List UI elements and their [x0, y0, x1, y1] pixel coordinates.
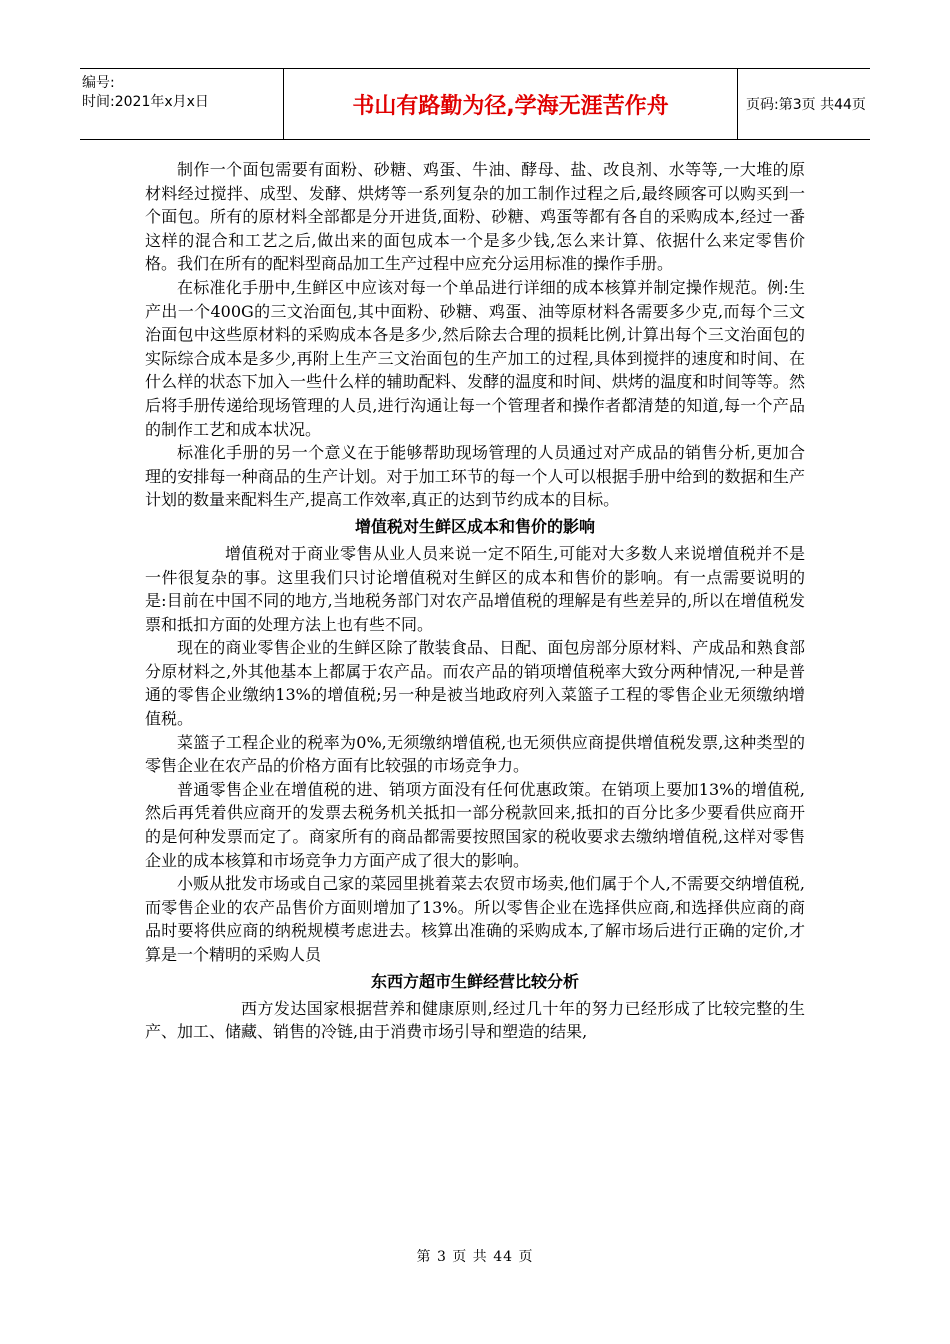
document-date-label: 时间:2021年x月x日	[82, 94, 209, 110]
paragraph: 小贩从批发市场或自己家的菜园里挑着菜去农贸市场卖,他们属于个人,不需要交纳增值税,而零售企业的农产品售价方面则增加了13%。所以零售企业在选择供应商,和选择供应商的商品时要将供应商的纳税规模考虑进去。核算出准确的采购成本,了解市场后进行正确的定价,才算是一个精明的采购人员	[145, 874, 805, 964]
section-heading-vat: 增值税对生鲜区成本和售价的影响	[354, 516, 595, 536]
page-footer: 第 3 页 共 44 页	[416, 1249, 534, 1265]
header-page-info: 页码:第3页 共44页	[746, 97, 866, 113]
page-header	[80, 68, 870, 140]
paragraph: 菜篮子工程企业的税率为0%,无须缴纳增值税,也无须供应商提供增值税发票,这种类型的零售企业在农产品的价格方面有比较强的市场竞争力。	[145, 732, 805, 776]
paragraph: 西方发达国家根据营养和健康原则,经过几十年的努力已经形成了比较完整的生产、加工、储藏、销售的冷链,由于消费市场引导和塑造的结果,	[145, 998, 805, 1042]
paragraph: 现在的商业零售企业的生鲜区除了散装食品、日配、面包房部分原材料、产成品和熟食部分原材料之,外其他基本上都属于农产品。而农产品的销项增值税率大致分两种情况,一种是普通的零售企业缴纳13%的增值税;另一种是被当地政府列入菜篮子工程的零售企业无须缴纳增值税。	[145, 638, 805, 729]
header-motto: 书山有路勤为径,学海无涯苦作舟	[284, 69, 738, 139]
paragraph: 标准化手册的另一个意义在于能够帮助现场管理的人员通过对产成品的销售分析,更加合理的安排每一种商品的生产计划。对于加工环节的每一个人可以根据手册中给到的数据和生产计划的数量来配料生产,提高工作效率,真正的达到节约成本的目标。	[145, 443, 805, 510]
paragraph: 制作一个面包需要有面粉、砂糖、鸡蛋、牛油、酵母、盐、改良剂、水等等,一大堆的原材料经过搅拌、成型、发酵、烘烤等一系列复杂的加工制作过程之后,最终顾客可以购买到一个面包。所有的原材料全部都是分开进货,面粉、砂糖、鸡蛋等都有各自的采购成本,经过一番这样的混合和工艺之后,做出来的面包成本一个是多少钱,怎么来计算、依据什么来定零售价格。我们在所有的配料型商品加工生产过程中应充分运用标准的操作手册。	[145, 160, 805, 274]
section-heading-comparison: 东西方超市生鲜经营比较分析	[370, 971, 579, 991]
paragraph: 在标准化手册中,生鲜区中应该对每一个单品进行详细的成本核算并制定操作规范。例:生产出一个400G的三文治面包,其中面粉、砂糖、鸡蛋、油等原材料各需要多少克,而每个三文治面包中这些原材料的采购成本各是多少,然后除去合理的损耗比例,计算出每个三文治面包的实际综合成本是多少,再附上生产三文治面包的生产加工的过程,具体到搅拌的速度和时间、在什么样的状态下加入一些什么样的辅助配料、发酵的温度和时间、烘烤的温度和时间等等。然后将手册传递给现场管理的人员,进行沟通让每一个管理者和操作者都清楚的知道,每一个产品的制作工艺和成本状况。	[145, 277, 805, 439]
paragraph: 增值税对于商业零售从业人员来说一定不陌生,可能对大多数人来说增值税并不是一件很复杂的事。这里我们只讨论增值税对生鲜区的成本和售价的影响。有一点需要说明的是:目前在中国不同的地方,当地税务部门对农产品增值税的理解是有些差异的,所以在增值税发票和抵扣方面的处理方法上也有些不同。	[145, 543, 805, 634]
document-number-label: 编号:	[82, 75, 115, 91]
document-body	[145, 158, 805, 1044]
paragraph: 普通零售企业在增值税的进、销项方面没有任何优惠政策。在销项上要加13%的增值税,然后再凭着供应商开的发票去税务机关抵扣一部分税款回来,抵扣的百分比多少要看供应商开的是何种发票而定了。商家所有的商品都需要按照国家的税收要求去缴纳增值税,这样对零售企业的成本核算和市场竞争力方面产成了很大的影响。	[145, 779, 805, 870]
header-meta-cell	[80, 69, 284, 139]
